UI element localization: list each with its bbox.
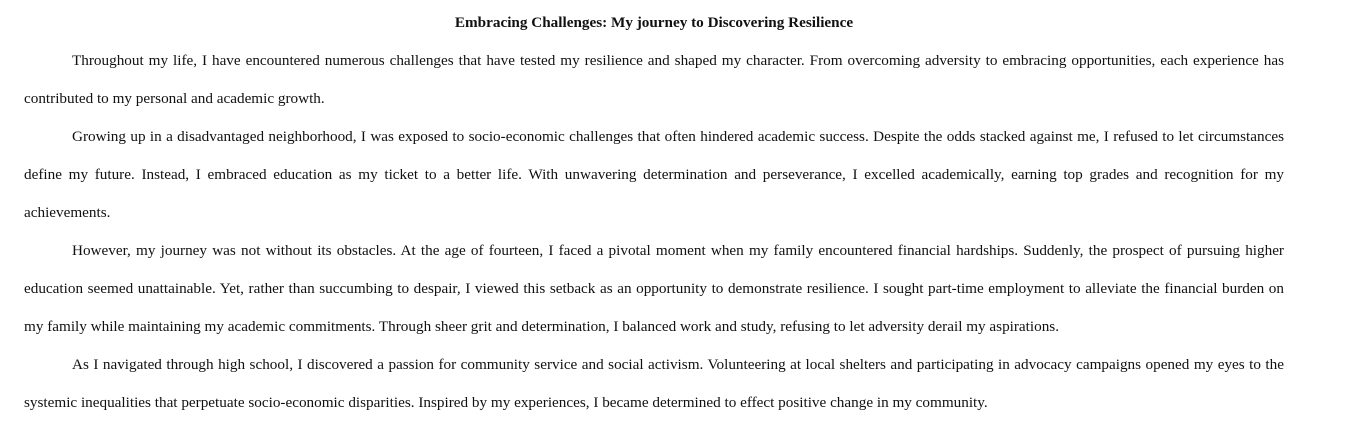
document-title: Embracing Challenges: My journey to Discovering Resilience: [454, 14, 854, 31]
document-page: [24, 0, 1284, 422]
paragraph-2: Growing up in a disadvantaged neighborhood, I was exposed to socio-economic challenges that often hindered academic success. Despite the odds stacked against me, I refused to let circumstances define my future. Instead, I embraced education as my ticket to a better life. With unwavering determination and perseverance, I excelled academically, earning top grades and recognition for my achievements.: [24, 128, 1284, 221]
paragraph-1: Throughout my life, I have encountered numerous challenges that have tested my resilience and shaped my character. From overcoming adversity to embracing opportunities, each experience has contributed to my personal and academic growth.: [24, 52, 1284, 107]
paragraph-3: However, my journey was not without its obstacles. At the age of fourteen, I faced a pivotal moment when my family encountered financial hardships. Suddenly, the prospect of pursuing higher education seemed unattainable. Yet, rather than succumbing to despair, I viewed this setback as an opportunity to demonstrate resilience. I sought part-time employment to alleviate the financial burden on my family while maintaining my academic commitments. Through sheer grit and determination, I balanced work and study, refusing to let adversity derail my aspirations.: [24, 242, 1284, 335]
paragraph-4: As I navigated through high school, I discovered a passion for community service and social activism. Volunteering at local shelters and participating in advocacy campaigns opened my eyes to the systemic inequalities that perpetuate socio-economic disparities. Inspired by my experiences, I became determined to effect positive change in my community.: [24, 356, 1284, 411]
